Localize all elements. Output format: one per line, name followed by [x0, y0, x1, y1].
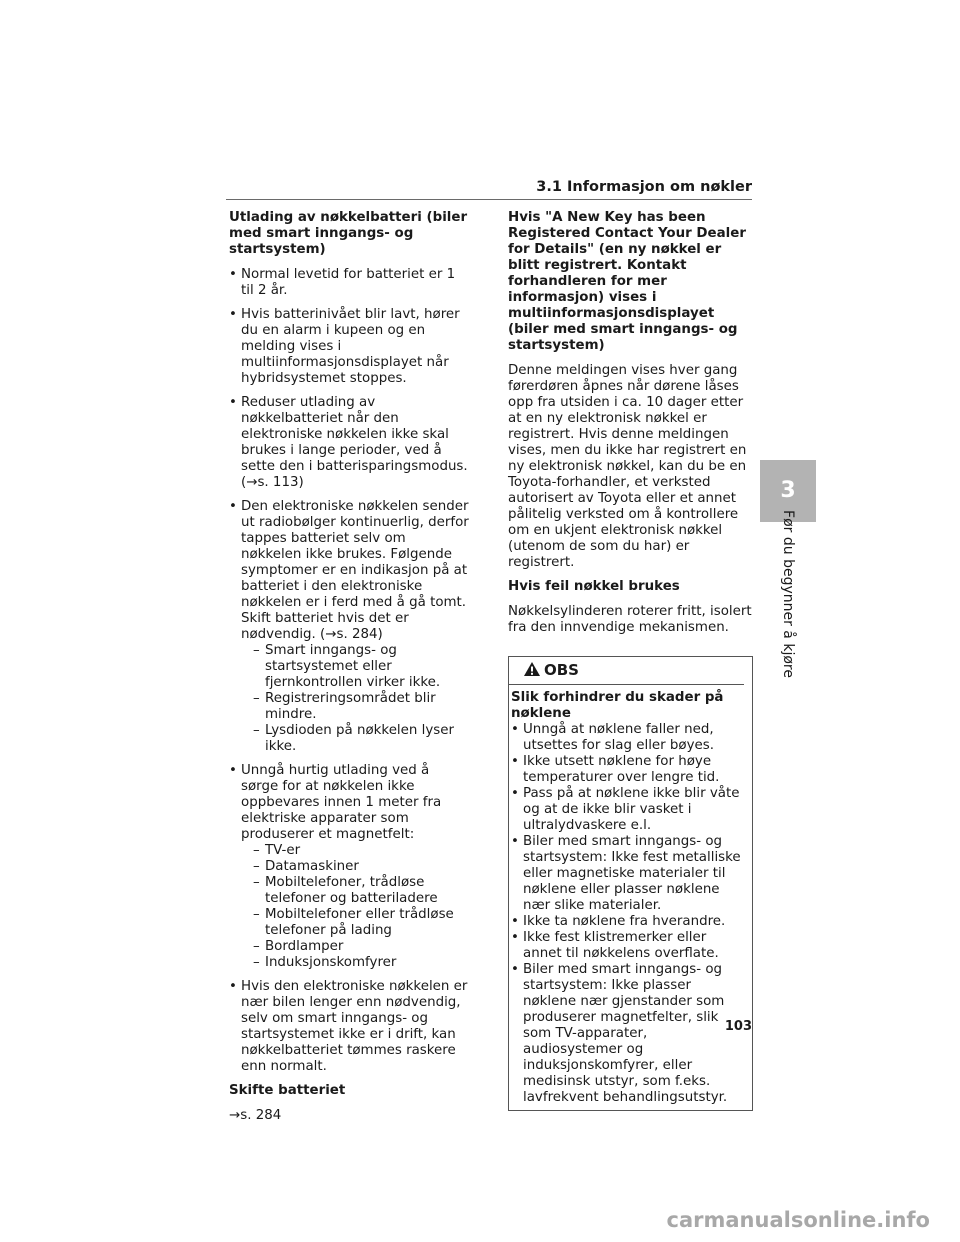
bullet-text: Unngå hurtig utlading ved å sørge for at nøkkelen ikke oppbevares innen 1 meter fra elektriske apparater som produserer et magnetfelt: [241, 763, 442, 842]
sub-item: – Lysdioden på nøkkelen lyser ikke. [241, 723, 469, 755]
new-key-heading: Hvis "A New Key has been Registered Contact Your Dealer for Details" (en ny nøkkel er blitt registrert. Kontakt forhandleren for mer informasjon) vises i multiinformasjonsdisplayet (biler med smart inngangs- og startsystem) [508, 210, 746, 353]
chapter-label: Før du begynner å kjøre [780, 510, 796, 678]
left-column [229, 210, 469, 1132]
sub-item: – Registreringsområdet blir mindre. [241, 691, 469, 723]
discharge-heading: Utlading av nøkkelbatteri (biler med smart inngangs- og startsystem) [229, 210, 468, 257]
chapter-tab: 3 [760, 460, 816, 522]
sub-item: – Mobiltelefoner, trådløse telefoner og batteriladere [241, 875, 469, 907]
new-key-text: Denne meldingen vises hver gang førerdøren åpnes når dørene låses opp fra utsiden i ca. 10 dager etter at en ny elektronisk nøkkel er registrert. Hvis denne meldingen vises, men du ikke har registrert en ny elektronisk nøkkel, kan du be en Toyota-forhandler, et verksted autorisert av Toyota eller et annet pålitelig verksted om å kontrollere om en ukjent elektronisk nøkkel (utenom de som du har) er registrert. [508, 363, 747, 570]
watermark: carmanualsonline.info [666, 1208, 930, 1232]
bullet-item: • Normal levetid for batteriet er 1 til 2 år. [229, 267, 469, 299]
obs-bullet-item: • Ikke utsett nøklene for høye temperaturer over lengre tid. [509, 754, 744, 786]
sub-item: – Bordlamper [241, 939, 469, 955]
obs-bullet-item: • Biler med smart inngangs- og startsystem: Ikke fest metalliske eller magnetiske materialer til nøklene eller plasser nøklene nær slike materialer. [509, 834, 744, 914]
section-title: 3.1 Informasjon om nøkler [536, 179, 752, 195]
page-reference: →s. 284 [229, 1108, 282, 1123]
wrong-key-text: Nøkkelsylinderen roterer fritt, isolert fra den innvendige mekanismen. [508, 604, 752, 635]
sub-item: – Datamaskiner [241, 859, 469, 875]
obs-notice-box [508, 656, 753, 1111]
page-number: 103 [724, 1019, 752, 1034]
warning-icon [523, 661, 541, 681]
right-column [508, 210, 753, 1111]
obs-label: OBS [544, 661, 579, 679]
replace-battery-heading: Skifte batteriet [229, 1083, 346, 1098]
bullet-text: Den elektroniske nøkkelen sender ut radiobølger kontinuerlig, derfor tappes batteriet selv om nøkkelen ikke brukes. Følgende symptomer er en indikasjon på at batteriet i den elektroniske nøkkelen er i ferd med å gå tomt. Skift batteriet hvis det er nødvendig. (→s. 284) [241, 499, 469, 642]
bullet-item [229, 763, 469, 971]
bullet-item: • Hvis den elektroniske nøkkelen er nær bilen lenger enn nødvendig, selv om smart inngangs- og startsystemet ikke er i drift, kan nøkkelbatteriet tømmes raskere enn normalt. [229, 979, 469, 1075]
obs-heading: Slik forhindrer du skader på nøklene [511, 690, 724, 721]
wrong-key-heading: Hvis feil nøkkel brukes [508, 579, 680, 594]
sub-item: – Mobiltelefoner eller trådløse telefoner på lading [241, 907, 469, 939]
header-divider [226, 199, 752, 200]
obs-bullet-item: • Ikke ta nøklene fra hverandre. [509, 914, 744, 930]
obs-bullet-item: • Pass på at nøklene ikke blir våte og at de ikke blir vasket i ultralydvaskere e.l. [509, 786, 744, 834]
sub-item: – Induksjonskomfyrer [241, 955, 469, 971]
obs-header [509, 657, 744, 685]
obs-bullet-item: • Ikke fest klistremerker eller annet til nøkkelens overflate. [509, 930, 744, 962]
obs-bullet-item: • Biler med smart inngangs- og startsystem: Ikke plasser nøklene nær gjenstander som produserer magnetfelter, slik som TV-apparater, audiosystemer og induksjonskomfyrer, eller medisinsk utstyr, som f.eks. lavfrekvent behandlingsutstyr. [509, 962, 744, 1106]
sub-item: – TV-er [241, 843, 469, 859]
obs-bullet-item: • Unngå at nøklene faller ned, utsettes for slag eller bøyes. [509, 722, 744, 754]
bullet-item: • Reduser utlading av nøkkelbatteriet når den elektroniske nøkkelen ikke skal brukes i lange perioder, ved å sette den i batterisparingsmodus. (→s. 113) [229, 395, 469, 491]
bullet-item: • Hvis batterinivået blir lavt, hører du en alarm i kupeen og en melding vises i multiinformasjonsdisplayet når hybridsystemet stoppes. [229, 307, 469, 387]
bullet-item [229, 499, 469, 755]
sub-item: – Smart inngangs- og startsystemet eller fjernkontrollen virker ikke. [241, 643, 469, 691]
